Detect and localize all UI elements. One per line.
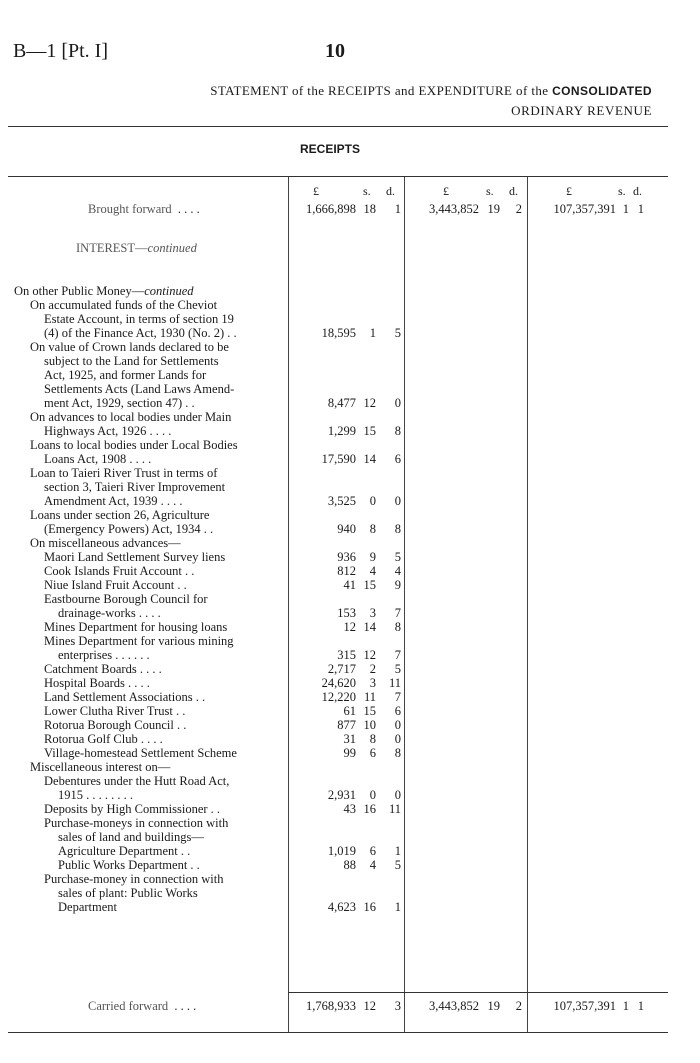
amount-pence: 8 — [394, 746, 401, 760]
amount-shillings: 4 — [369, 858, 376, 872]
receipt-text-line: Mines Department for housing loans — [44, 620, 228, 634]
bf-col3-shillings: 1 — [622, 202, 629, 216]
col2-pound-header: £ — [443, 184, 449, 198]
col1-pound-header: £ — [313, 184, 319, 198]
receipt-text-line: ment Act, 1929, section 47) . . — [44, 396, 195, 410]
amount-shillings: 6 — [369, 746, 376, 760]
receipt-text-line: Amendment Act, 1939 . . . . — [44, 494, 183, 508]
cf-col2-pence: 2 — [515, 999, 522, 1013]
amount-pounds: 4,623 — [327, 900, 356, 914]
section-heading: RECEIPTS — [299, 142, 360, 156]
amount-pounds: 12 — [343, 620, 356, 634]
amount-pounds: 153 — [337, 606, 356, 620]
amount-pounds: 43 — [343, 802, 356, 816]
rule-under-heading — [8, 176, 668, 177]
receipt-text-line: Agriculture Department . . — [58, 844, 191, 858]
amount-shillings: 12 — [363, 396, 376, 410]
amount-pounds: 31 — [343, 732, 356, 746]
col1-shilling-header: s. — [363, 184, 371, 198]
amount-pounds: 24,620 — [321, 676, 356, 690]
amount-pence: 6 — [394, 704, 401, 718]
amount-shillings: 16 — [363, 900, 376, 914]
amount-pounds: 812 — [337, 564, 356, 578]
cf-col3-shillings: 1 — [622, 999, 629, 1013]
amount-shillings: 14 — [363, 452, 376, 466]
col3-shilling-header: s. — [618, 184, 626, 198]
cf-col1-pence: 3 — [394, 999, 401, 1013]
column-divider-3 — [527, 177, 528, 1033]
page-number: 10 — [325, 40, 345, 62]
amount-pence: 5 — [394, 858, 401, 872]
receipt-text-line: Mines Department for various mining — [44, 634, 234, 648]
amount-pounds: 3,525 — [327, 494, 356, 508]
receipt-text-line: Loans to local bodies under Local Bodies — [30, 438, 238, 452]
receipt-text-line: Catchment Boards . . . . — [44, 662, 162, 676]
interest-heading: INTEREST—continued — [76, 241, 197, 255]
bf-col1-pence: 1 — [394, 202, 401, 216]
receipt-text-line: Estate Account, in terms of section 19 — [44, 312, 234, 326]
amount-pence: 8 — [394, 522, 401, 536]
col3-pound-header: £ — [566, 184, 572, 198]
receipt-text-line: sales of plant: Public Works — [58, 886, 198, 900]
column-divider-1 — [288, 177, 289, 1033]
amount-pounds: 61 — [343, 704, 356, 718]
col2-shilling-header: s. — [486, 184, 494, 198]
receipt-text-line: (Emergency Powers) Act, 1934 . . — [44, 522, 214, 536]
receipt-text-line: Department — [58, 900, 118, 914]
amount-pence: 0 — [394, 732, 401, 746]
receipt-text-line: Debentures under the Hutt Road Act, — [44, 774, 230, 788]
cf-col3-pounds: 107,357,391 — [553, 999, 616, 1013]
statement-title-line2: ORDINARY REVENUE — [511, 103, 652, 118]
receipt-text-line: Eastbourne Borough Council for — [44, 592, 208, 606]
amount-pounds: 17,590 — [321, 452, 356, 466]
amount-shillings: 0 — [369, 494, 376, 508]
amount-pounds: 1,299 — [327, 424, 356, 438]
amount-pence: 0 — [394, 396, 401, 410]
receipt-text-line: Rotorua Golf Club . . . . — [44, 732, 163, 746]
amount-pence: 0 — [394, 788, 401, 802]
receipt-text-line: On value of Crown lands declared to be — [30, 340, 229, 354]
carried-forward-label: Carried forward . . . . — [88, 999, 197, 1013]
bf-col3-pence: 1 — [637, 202, 644, 216]
amount-pounds: 99 — [343, 746, 356, 760]
amount-shillings: 0 — [369, 788, 376, 802]
bf-col3-pounds: 107,357,391 — [553, 202, 616, 216]
amount-pence: 4 — [394, 564, 401, 578]
cf-col2-pounds: 3,443,852 — [429, 999, 479, 1013]
receipt-text-line: Hospital Boards . . . . — [44, 676, 150, 690]
amount-shillings: 3 — [369, 606, 376, 620]
amount-pounds: 877 — [337, 718, 356, 732]
amount-pence: 1 — [394, 844, 401, 858]
receipt-text-line: (4) of the Finance Act, 1930 (No. 2) . . — [44, 326, 237, 340]
amount-pounds: 12,220 — [321, 690, 356, 704]
amount-pence: 5 — [394, 550, 401, 564]
amount-shillings: 1 — [369, 326, 376, 340]
receipt-text-line: Settlements Acts (Land Laws Amend- — [44, 382, 235, 396]
document-reference: B—1 [Pt. I] — [13, 40, 108, 62]
cf-col1-shillings: 12 — [363, 999, 376, 1013]
receipt-text-line: Niue Island Fruit Account . . — [44, 578, 187, 592]
receipt-text-line: Public Works Department . . — [58, 858, 200, 872]
amount-pounds: 41 — [343, 578, 356, 592]
amount-pounds: 2,931 — [327, 788, 356, 802]
receipt-text-line: Loans Act, 1908 . . . . — [44, 452, 152, 466]
bf-col2-pounds: 3,443,852 — [429, 202, 479, 216]
statement-title-line1 — [210, 83, 652, 99]
receipt-text-line: Purchase-money in connection with — [44, 872, 224, 886]
title-prefix: STATEMENT of the RECEIPTS and EXPENDITURE of the — [210, 83, 549, 98]
receipt-text-line: Highways Act, 1926 . . . . — [44, 424, 172, 438]
amount-shillings: 15 — [363, 424, 376, 438]
amount-pence: 1 — [394, 900, 401, 914]
brought-forward-label: Brought forward . . . . — [88, 202, 200, 216]
receipt-text-line: sales of land and buildings— — [58, 830, 204, 844]
col3-pence-header: d. — [633, 184, 642, 198]
receipt-text-line: drainage-works . . . . — [58, 606, 161, 620]
bf-col2-pence: 2 — [515, 202, 522, 216]
receipt-text-line: Act, 1925, and former Lands for — [44, 368, 207, 382]
rule-top — [8, 126, 668, 127]
rule-before-total — [288, 992, 668, 993]
amount-shillings: 2 — [369, 662, 376, 676]
amount-shillings: 15 — [363, 578, 376, 592]
amount-shillings: 11 — [363, 690, 376, 704]
amount-pence: 6 — [394, 452, 401, 466]
amount-pence: 8 — [394, 424, 401, 438]
amount-pounds: 1,019 — [327, 844, 356, 858]
receipt-text-line: Maori Land Settlement Survey liens — [44, 550, 226, 564]
amount-pounds: 88 — [343, 858, 356, 872]
amount-pence: 5 — [394, 326, 401, 340]
amount-pounds: 2,717 — [327, 662, 356, 676]
receipt-text-line: Loans under section 26, Agriculture — [30, 508, 210, 522]
cf-col3-pence: 1 — [637, 999, 644, 1013]
amount-shillings: 9 — [369, 550, 376, 564]
receipt-text-line: Cook Islands Fruit Account . . — [44, 564, 195, 578]
amount-shillings: 12 — [363, 648, 376, 662]
receipt-text-line: enterprises . . . . . . — [58, 648, 150, 662]
amount-shillings: 8 — [369, 732, 376, 746]
amount-shillings: 10 — [363, 718, 376, 732]
receipt-text-line: Loan to Taieri River Trust in terms of — [30, 466, 218, 480]
amount-pence: 11 — [388, 676, 401, 690]
amount-shillings: 3 — [369, 676, 376, 690]
bf-col1-shillings: 18 — [363, 202, 376, 216]
cf-col2-shillings: 19 — [487, 999, 500, 1013]
col1-pence-header: d. — [386, 184, 395, 198]
amount-shillings: 6 — [369, 844, 376, 858]
amount-pounds: 8,477 — [327, 396, 356, 410]
amount-shillings: 14 — [363, 620, 376, 634]
title-bold: CONSOLIDATED — [552, 84, 652, 98]
public-money-heading: On other Public Money—continued — [14, 284, 194, 298]
amount-pounds: 315 — [337, 648, 356, 662]
receipt-text-line: Village-homestead Settlement Scheme — [44, 746, 237, 760]
receipt-text-line: 1915 . . . . . . . . — [58, 788, 133, 802]
col2-pence-header: d. — [509, 184, 518, 198]
amount-pence: 5 — [394, 662, 401, 676]
amount-pence: 7 — [394, 606, 401, 620]
amount-shillings: 16 — [363, 802, 376, 816]
receipt-text-line: Land Settlement Associations . . — [44, 690, 206, 704]
amount-pence: 0 — [394, 718, 401, 732]
receipt-text-line: Purchase-moneys in connection with — [44, 816, 229, 830]
amount-pence: 8 — [394, 620, 401, 634]
rule-bottom — [8, 1032, 668, 1033]
amount-shillings: 8 — [369, 522, 376, 536]
receipt-text-line: Lower Clutha River Trust . . — [44, 704, 186, 718]
receipt-text-line: On miscellaneous advances— — [30, 536, 181, 550]
receipt-text-line: section 3, Taieri River Improvement — [44, 480, 226, 494]
receipt-text-line: Miscellaneous interest on— — [30, 760, 171, 774]
amount-pence: 11 — [388, 802, 401, 816]
amount-shillings: 4 — [369, 564, 376, 578]
amount-pence: 7 — [394, 690, 401, 704]
receipt-text-line: Rotorua Borough Council . . — [44, 718, 187, 732]
amount-pence: 0 — [394, 494, 401, 508]
column-divider-2 — [404, 177, 405, 1033]
receipt-text-line: On advances to local bodies under Main — [30, 410, 232, 424]
receipt-text-line: subject to the Land for Settlements — [44, 354, 219, 368]
amount-pounds: 936 — [337, 550, 356, 564]
bf-col2-shillings: 19 — [487, 202, 500, 216]
amount-pounds: 18,595 — [321, 326, 356, 340]
cf-col1-pounds: 1,768,933 — [306, 999, 356, 1013]
bf-col1-pounds: 1,666,898 — [306, 202, 356, 216]
amount-shillings: 15 — [363, 704, 376, 718]
amount-pence: 9 — [394, 578, 401, 592]
receipt-text-line: Deposits by High Commissioner . . — [44, 802, 221, 816]
amount-pence: 7 — [394, 648, 401, 662]
receipt-text-line: On accumulated funds of the Cheviot — [30, 298, 218, 312]
amount-pounds: 940 — [337, 522, 356, 536]
